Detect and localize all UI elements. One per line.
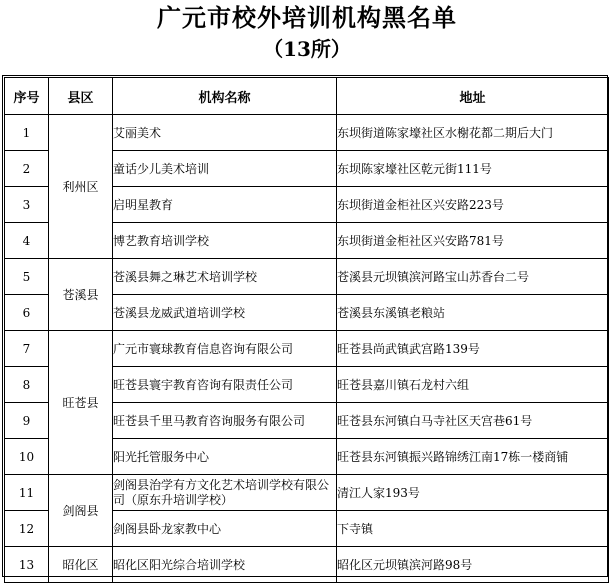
org-address: 东坝陈家壕社区乾元街111号 <box>337 151 609 187</box>
header-name: 机构名称 <box>113 78 337 115</box>
org-name: 昭化区阳光综合培训学校 <box>113 547 337 583</box>
org-address: 昭化区元坝镇滨河路98号 <box>337 547 609 583</box>
row-no: 3 <box>5 187 49 223</box>
blacklist-table <box>4 77 609 583</box>
org-address: 东坝街道金柜社区兴安路223号 <box>337 187 609 223</box>
row-no: 9 <box>5 403 49 439</box>
org-address: 旺苍县东河镇白马寺社区天宫巷61号 <box>337 403 609 439</box>
page-subtitle: （13所） <box>263 37 351 61</box>
table-row <box>5 331 609 367</box>
org-name: 博艺教育培训学校 <box>113 223 337 259</box>
org-name: 旺苍县千里马教育咨询服务有限公司 <box>113 403 337 439</box>
county-cell: 旺苍县 <box>49 331 113 475</box>
county-cell: 昭化区 <box>49 547 113 583</box>
org-name: 剑阁县卧龙家教中心 <box>113 511 337 547</box>
org-address: 下寺镇 <box>337 511 609 547</box>
org-address: 清江人家193号 <box>337 475 609 511</box>
row-no: 8 <box>5 367 49 403</box>
table-row <box>5 259 609 295</box>
table-row <box>5 115 609 151</box>
org-name: 艾丽美术 <box>113 115 337 151</box>
table-row <box>5 475 609 511</box>
org-name: 启明星教育 <box>113 187 337 223</box>
row-no: 5 <box>5 259 49 295</box>
org-address: 旺苍县东河镇振兴路锦绣江南17栋一楼商铺 <box>337 439 609 475</box>
row-no: 6 <box>5 295 49 331</box>
org-name: 阳光托管服务中心 <box>113 439 337 475</box>
org-address: 东坝街道金柜社区兴安路781号 <box>337 223 609 259</box>
row-no: 13 <box>5 547 49 583</box>
header-address: 地址 <box>337 78 609 115</box>
county-cell: 剑阁县 <box>49 475 113 547</box>
county-cell: 利州区 <box>49 115 113 259</box>
row-no: 4 <box>5 223 49 259</box>
org-name-text: 剑阁县治学有方文化艺术培训学校有限公司（原东升培训学校） <box>113 477 330 507</box>
org-name: 童话少儿美术培训 <box>113 151 337 187</box>
org-name: 旺苍县寰宇教育咨询有限责任公司 <box>113 367 337 403</box>
row-no: 1 <box>5 115 49 151</box>
org-name <box>113 475 337 511</box>
org-address: 旺苍县尚武镇武宫路139号 <box>337 331 609 367</box>
table-header-row <box>5 78 609 115</box>
org-name: 广元市寰球教育信息咨询有限公司 <box>113 331 337 367</box>
header-county: 县区 <box>49 78 113 115</box>
header-no: 序号 <box>5 78 49 115</box>
row-no: 12 <box>5 511 49 547</box>
org-name: 苍溪县舞之琳艺术培训学校 <box>113 259 337 295</box>
row-no: 2 <box>5 151 49 187</box>
row-no: 7 <box>5 331 49 367</box>
org-name: 苍溪县龙威武道培训学校 <box>113 295 337 331</box>
org-address: 苍溪县东溪镇老粮站 <box>337 295 609 331</box>
row-no: 11 <box>5 475 49 511</box>
org-address: 东坝街道陈家壕社区水榭花都二期后大门 <box>337 115 609 151</box>
county-cell: 苍溪县 <box>49 259 113 331</box>
row-no: 10 <box>5 439 49 475</box>
org-address: 苍溪县元坝镇滨河路宝山苏香台二号 <box>337 259 609 295</box>
org-address: 旺苍县嘉川镇石龙村六组 <box>337 367 609 403</box>
page-title: 广元市校外培训机构黑名单 <box>157 3 457 32</box>
table-row <box>5 547 609 583</box>
